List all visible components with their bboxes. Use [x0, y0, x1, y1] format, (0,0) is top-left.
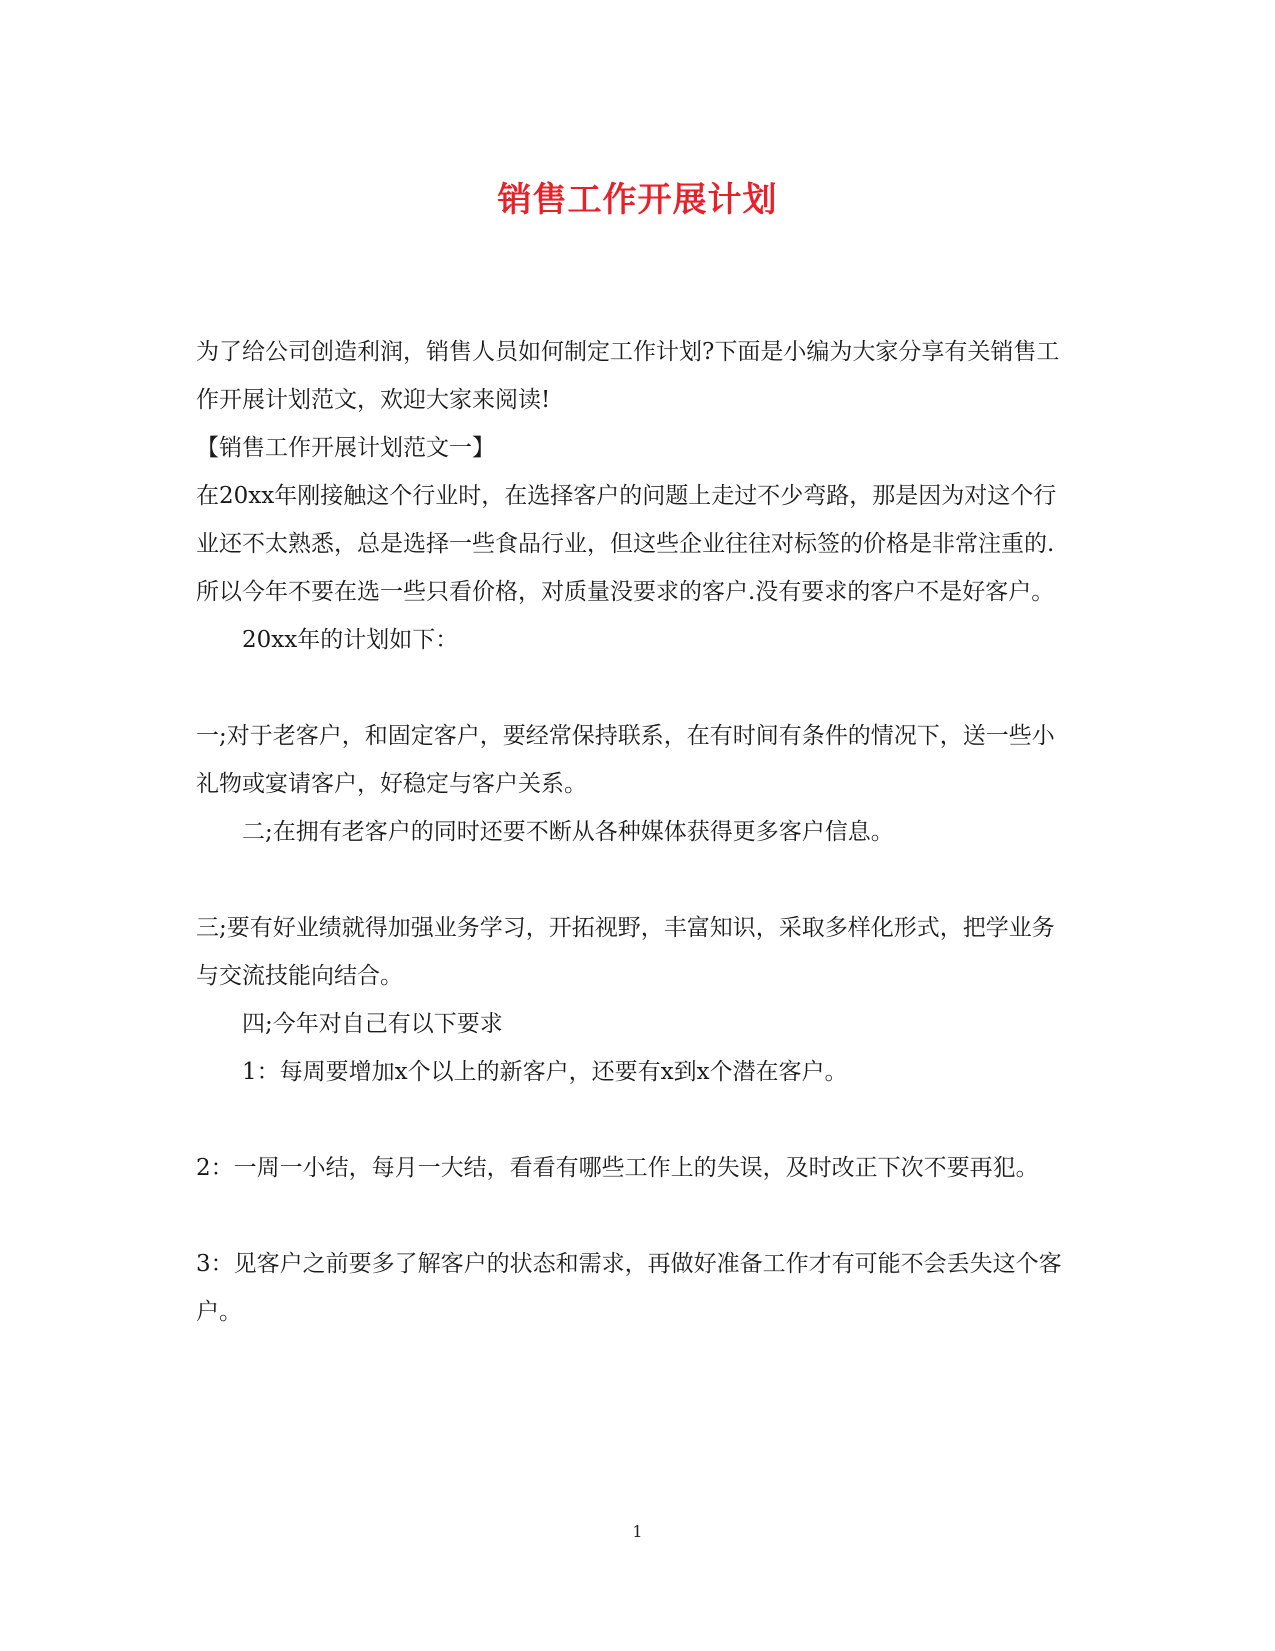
spacer: [196, 1192, 1076, 1240]
plan-item-1: 一;对于老客户，和固定客户，要经常保持联系，在有时间有条件的情况下，送一些小礼物或宴请客户，好稳定与客户关系。: [196, 723, 1055, 797]
plan-item-2: 二;在拥有老客户的同时还要不断从各种媒体获得更多客户信息。: [242, 819, 894, 845]
requirement-2: 2：一周一小结，每月一大结，看看有哪些工作上的失误，及时改正下次不要再犯。: [196, 1155, 1039, 1181]
background-paragraph: 在20xx年刚接触这个行业时，在选择客户的问题上走过不少弯路，那是因为对这个行业还不太熟悉，总是选择一些食品行业，但这些企业往往对标签的价格是非常注重的.所以今年不要在选一些只看价格，对质量没要求的客户.没有要求的客户不是好客户。: [196, 483, 1057, 605]
plan-item-3: 三;要有好业绩就得加强业务学习，开拓视野，丰富知识，采取多样化形式，把学业务与交流技能向结合。: [196, 915, 1055, 989]
page-number: 1: [632, 1522, 643, 1541]
spacer: [196, 1096, 1076, 1144]
intro-paragraph: 为了给公司创造利润，销售人员如何制定工作计划?下面是小编为大家分享有关销售工作开展计划范文，欢迎大家来阅读!: [196, 339, 1060, 413]
document-body: [196, 328, 1076, 1336]
plan-intro: 20xx年的计划如下：: [242, 627, 459, 653]
section-heading: 【销售工作开展计划范文一】: [196, 435, 495, 461]
spacer: [196, 664, 1076, 712]
requirement-3: 3：见客户之前要多了解客户的状态和需求，再做好准备工作才有可能不会丢失这个客户。: [196, 1251, 1062, 1325]
requirement-1: 1：每周要增加x个以上的新客户，还要有x到x个潜在客户。: [242, 1059, 848, 1085]
spacer: [196, 856, 1076, 904]
plan-item-4: 四;今年对自己有以下要求: [242, 1011, 503, 1037]
document-title: 销售工作开展计划: [497, 180, 778, 220]
